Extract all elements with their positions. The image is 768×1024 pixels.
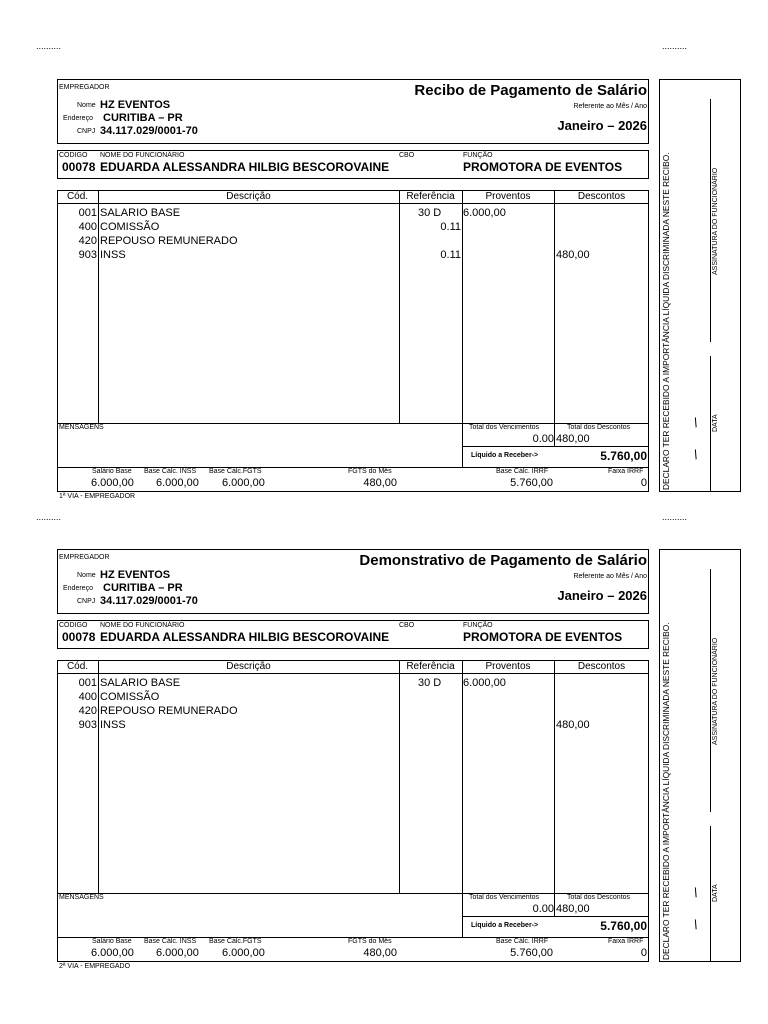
base-salary-label: Salário Base xyxy=(92,468,132,475)
cbo-label: CBO xyxy=(399,152,415,159)
net-line xyxy=(462,916,649,917)
declaration-text: DECLARO TER RECEBIDO A IMPORTÂNCIA LÍQUIDA DISCRIMINADA NESTE RECIBO. xyxy=(661,622,671,960)
date-slash: / xyxy=(691,446,701,463)
name-label: Nome xyxy=(77,572,96,579)
base-fgts-label: Base Cálc.FGTS xyxy=(209,468,262,475)
ref-period-label: Referente ao Mês / Ano xyxy=(573,103,647,110)
table-column-line xyxy=(462,660,463,893)
signature-line xyxy=(710,99,711,342)
cnpj-label: CNPJ xyxy=(77,128,96,135)
base-salary: 6.000,00 xyxy=(91,477,134,489)
table-header-cod: Cód. xyxy=(66,191,89,202)
messages-line xyxy=(57,423,649,424)
table-header-earn: Proventos xyxy=(485,191,531,202)
date-line xyxy=(710,826,711,962)
item-code: 420 xyxy=(78,705,97,717)
signature-line xyxy=(710,569,711,812)
via-label: 1ª VIA - EMPREGADOR xyxy=(59,493,136,500)
messages-label: MENSAGENS xyxy=(59,424,104,431)
irrf-band: 0 xyxy=(640,477,647,489)
ref-period: Janeiro – 2026 xyxy=(557,588,647,603)
employer-address: CURITIBA – PR xyxy=(103,582,183,594)
employer-name: HZ EVENTOS xyxy=(100,569,171,581)
table-column-line xyxy=(399,660,400,893)
cut-mark: .......... xyxy=(662,41,688,51)
cut-mark: .......... xyxy=(36,41,62,51)
item-description: SALARIO BASE xyxy=(100,677,181,689)
document-title: Demonstrativo de Pagamento de Salário xyxy=(359,552,647,569)
fgts-month: 480,00 xyxy=(363,947,397,959)
employee-code: 00078 xyxy=(62,630,96,644)
item-code: 001 xyxy=(78,207,97,219)
item-description: REPOUSO REMUNERADO xyxy=(100,235,238,247)
item-description: INSS xyxy=(100,249,126,261)
table-header-disc: Descontos xyxy=(577,661,626,672)
base-irrf-label: Base Cálc. IRRF xyxy=(496,938,549,945)
total-earnings-label: Total dos Vencimentos xyxy=(469,424,540,431)
employee-function: PROMOTORA DE EVENTOS xyxy=(463,630,623,644)
code-label: CÓDIGO xyxy=(59,152,88,159)
cut-mark: .......... xyxy=(662,512,688,522)
totals-divider xyxy=(554,423,555,446)
table-header-cod: Cód. xyxy=(66,661,89,672)
employer-name: HZ EVENTOS xyxy=(100,99,171,111)
employee-name: EDUARDA ALESSANDRA HILBIG BESCOROVAINE xyxy=(100,160,390,174)
item-description: INSS xyxy=(100,719,126,731)
address-label: Endereço xyxy=(63,585,93,592)
date-label: DATA xyxy=(712,414,719,432)
item-code: 903 xyxy=(78,719,97,731)
item-code: 903 xyxy=(78,249,97,261)
table-header-desc: Descrição xyxy=(226,661,271,672)
total-discounts-label: Total dos Descontos xyxy=(567,424,631,431)
base-inss: 6.000,00 xyxy=(156,947,199,959)
document-title: Recibo de Pagamento de Salário xyxy=(414,82,647,99)
net-value: 5.760,00 xyxy=(600,919,647,933)
table-column-line xyxy=(554,660,555,893)
function-label: FUNÇÃO xyxy=(463,622,493,629)
table-header-ref: Referência xyxy=(406,191,455,202)
total-earnings: 0.00 xyxy=(532,433,554,445)
table-column-line xyxy=(554,190,555,423)
item-reference: 0.11 xyxy=(440,249,461,261)
net-line xyxy=(462,446,649,447)
base-salary: 6.000,00 xyxy=(91,947,134,959)
net-value: 5.760,00 xyxy=(600,449,647,463)
payslip-1 xyxy=(0,79,768,519)
employee-name-label: NOME DO FUNCIONÁRIO xyxy=(100,622,185,629)
table-column-line xyxy=(98,660,99,893)
table-column-line xyxy=(462,190,463,423)
date-label: DATA xyxy=(712,884,719,902)
signature-label: ASSINATURA DO FUNCIONÁRIO xyxy=(712,167,719,275)
item-code: 001 xyxy=(78,677,97,689)
net-label: Líquido a Receber-> xyxy=(471,922,539,929)
item-description: REPOUSO REMUNERADO xyxy=(100,705,238,717)
payslip-2 xyxy=(0,549,768,989)
date-slash: / xyxy=(691,916,701,933)
fgts-month-label: FGTS do Mês xyxy=(348,938,392,945)
employer-label: EMPREGADOR xyxy=(59,554,110,561)
total-discounts: 480,00 xyxy=(556,903,590,915)
via-label: 2ª VIA - EMPREGADO xyxy=(59,963,131,970)
irrf-band-label: Faixa IRRF xyxy=(608,468,644,475)
date-line xyxy=(710,356,711,492)
table-header-ref: Referência xyxy=(406,661,455,672)
base-fgts: 6.000,00 xyxy=(222,947,265,959)
base-salary-label: Salário Base xyxy=(92,938,132,945)
base-irrf: 5.760,00 xyxy=(510,477,553,489)
item-discounts: 480,00 xyxy=(556,719,590,731)
fgts-month: 480,00 xyxy=(363,477,397,489)
employee-function: PROMOTORA DE EVENTOS xyxy=(463,160,623,174)
table-header-disc: Descontos xyxy=(577,191,626,202)
total-earnings-label: Total dos Vencimentos xyxy=(469,894,540,901)
date-slash: / xyxy=(691,414,701,431)
net-label: Líquido a Receber-> xyxy=(471,452,539,459)
item-earnings: 6.000,00 xyxy=(463,677,506,689)
irrf-band-label: Faixa IRRF xyxy=(608,938,644,945)
name-label: Nome xyxy=(77,102,96,109)
table-column-line xyxy=(98,190,99,423)
item-code: 400 xyxy=(78,221,97,233)
base-fgts-label: Base Cálc.FGTS xyxy=(209,938,262,945)
code-label: CÓDIGO xyxy=(59,622,88,629)
item-reference: 30 D xyxy=(418,677,442,689)
item-description: COMISSÃO xyxy=(100,691,160,703)
base-irrf-label: Base Cálc. IRRF xyxy=(496,468,549,475)
item-code: 400 xyxy=(78,691,97,703)
total-discounts-label: Total dos Descontos xyxy=(567,894,631,901)
cnpj-label: CNPJ xyxy=(77,598,96,605)
messages-label: MENSAGENS xyxy=(59,894,104,901)
cut-mark: .......... xyxy=(36,512,62,522)
messages-line xyxy=(57,893,649,894)
address-label: Endereço xyxy=(63,115,93,122)
item-description: SALARIO BASE xyxy=(100,207,181,219)
base-inss-label: Base Cálc. INSS xyxy=(144,468,197,475)
cbo-label: CBO xyxy=(399,622,415,629)
table-header-desc: Descrição xyxy=(226,191,271,202)
total-discounts: 480,00 xyxy=(556,433,590,445)
totals-divider xyxy=(554,893,555,916)
employee-code: 00078 xyxy=(62,160,96,174)
employer-cnpj: 34.117.029/0001-70 xyxy=(100,595,198,607)
item-code: 420 xyxy=(78,235,97,247)
base-irrf: 5.760,00 xyxy=(510,947,553,959)
employer-label: EMPREGADOR xyxy=(59,84,110,91)
declaration-text: DECLARO TER RECEBIDO A IMPORTÂNCIA LÍQUIDA DISCRIMINADA NESTE RECIBO. xyxy=(661,152,671,490)
item-discounts: 480,00 xyxy=(556,249,590,261)
total-earnings: 0.00 xyxy=(532,903,554,915)
ref-period: Janeiro – 2026 xyxy=(557,118,647,133)
base-inss-label: Base Cálc. INSS xyxy=(144,938,197,945)
base-inss: 6.000,00 xyxy=(156,477,199,489)
employer-address: CURITIBA – PR xyxy=(103,112,183,124)
base-fgts: 6.000,00 xyxy=(222,477,265,489)
item-earnings: 6.000,00 xyxy=(463,207,506,219)
employee-name: EDUARDA ALESSANDRA HILBIG BESCOROVAINE xyxy=(100,630,390,644)
item-reference: 30 D xyxy=(418,207,442,219)
irrf-band: 0 xyxy=(640,947,647,959)
table-header-earn: Proventos xyxy=(485,661,531,672)
employer-cnpj: 34.117.029/0001-70 xyxy=(100,125,198,137)
table-header-line xyxy=(57,203,649,204)
ref-period-label: Referente ao Mês / Ano xyxy=(573,573,647,580)
employee-name-label: NOME DO FUNCIONÁRIO xyxy=(100,152,185,159)
item-reference: 0.11 xyxy=(440,221,461,233)
item-description: COMISSÃO xyxy=(100,221,160,233)
signature-label: ASSINATURA DO FUNCIONÁRIO xyxy=(712,637,719,745)
date-slash: / xyxy=(691,884,701,901)
function-label: FUNÇÃO xyxy=(463,152,493,159)
table-header-line xyxy=(57,673,649,674)
fgts-month-label: FGTS do Mês xyxy=(348,468,392,475)
